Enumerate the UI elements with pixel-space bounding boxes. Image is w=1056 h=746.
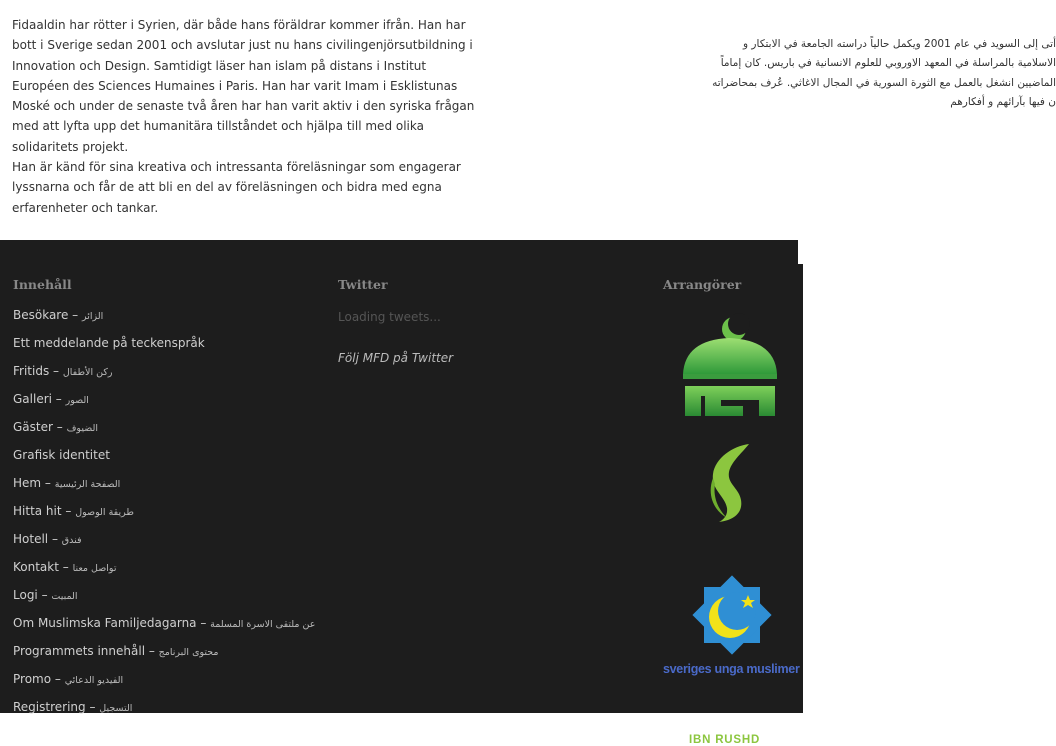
- menu-item-arabic: محتوى البرنامج: [158, 647, 219, 658]
- menu-item-separator: –: [145, 644, 159, 658]
- menu-item-label: Fritids: [13, 364, 50, 378]
- menu-item-label: Om Muslimska Familjedagarna: [13, 616, 197, 630]
- menu-item-label: Grafisk identitet: [13, 448, 110, 462]
- menu-item-separator: –: [58, 560, 73, 574]
- menu-item-separator: –: [85, 700, 100, 714]
- content-menu-item[interactable]: [13, 503, 315, 531]
- menu-item-arabic: الفيديو الدعائي: [64, 675, 124, 686]
- content-menu-item[interactable]: [13, 363, 315, 391]
- content-menu-item[interactable]: [13, 391, 315, 419]
- scroll-edge-marker: [798, 236, 803, 264]
- menu-item-label: Promo: [13, 672, 52, 686]
- content-menu-item[interactable]: [13, 587, 315, 615]
- content-menu-item[interactable]: [13, 335, 315, 363]
- content-menu-item[interactable]: [13, 475, 315, 503]
- menu-item-arabic: المبيت: [51, 591, 78, 602]
- menu-item-separator: –: [37, 588, 52, 602]
- sveriges-unga-muslimer-logo[interactable]: [663, 240, 803, 713]
- menu-item-label: Kontakt: [13, 560, 59, 574]
- bio-arabic-line: أتى إلى السويد في عام 2001 ويكمل حالياً دراسته الجامعة في الابتكار و: [743, 38, 1056, 50]
- menu-item-separator: –: [48, 532, 62, 546]
- bio-paragraph: Fidaaldin har rötter i Syrien, där både hans föräldrar kommer ifrån. Han har bott i Sverige sedan 2001 och avslutar just nu hans civilingenjörsutbildning i Innovation och Design. Samtidigt läser han islam på distans i Institut Européen des Sciences Humaines i Paris. Han har varit Imam i Esklistunas Moské och under de senaste två åren har han varit aktiv i den syriska frågan med att lyfta upp det humanitära tillståndet och hjälpa till med olika solidaritets projekt.: [12, 18, 475, 154]
- bio-paragraph: Han är känd för sina kreativa och intressanta föreläsningar som engagerar lyssnarna och får de att bli en del av föreläsningen och bidra med egna erfarenheter och tankar.: [12, 160, 461, 215]
- sveriges-unga-muslimer-text: sveriges unga muslimer: [663, 662, 800, 676]
- bio-arabic: [496, 35, 1056, 113]
- content-menu-item[interactable]: [13, 559, 315, 587]
- menu-item-label: Besökare: [13, 308, 69, 322]
- content-menu-item[interactable]: [13, 699, 315, 727]
- twitter-heading: Twitter: [338, 277, 388, 292]
- menu-item-arabic: الصفحة الرئيسية: [54, 479, 121, 490]
- content-heading: Innehåll: [13, 277, 72, 292]
- menu-item-separator: –: [51, 392, 66, 406]
- bio-swedish: [12, 15, 482, 218]
- bio-arabic-line: ن فيها بآرائهم و أفكارهم: [950, 96, 1056, 109]
- menu-item-separator: –: [52, 420, 67, 434]
- menu-item-label: Registrering: [13, 700, 86, 714]
- menu-item-label: Hotell: [13, 532, 49, 546]
- article-section: [0, 0, 1056, 240]
- content-menu-item[interactable]: [13, 615, 315, 643]
- ibn-rushd-text: IBN RUSHD: [689, 734, 761, 746]
- content-menu: [13, 307, 315, 727]
- organizers-heading: Arrangörer: [663, 277, 742, 292]
- menu-item-separator: –: [51, 672, 65, 686]
- bio-arabic-line: الاسلامية بالمراسلة في المعهد الاوروبي للعلوم الانسانية في باريس. كان إماماً: [720, 57, 1056, 70]
- menu-item-label: Gäster: [13, 420, 53, 434]
- menu-item-label: Programmets innehåll: [13, 644, 146, 658]
- content-menu-item[interactable]: [13, 671, 315, 699]
- content-menu-item[interactable]: [13, 307, 315, 335]
- content-menu-item[interactable]: [13, 643, 315, 671]
- star-crescent-icon: [690, 573, 774, 657]
- menu-item-arabic: التسجيل: [99, 703, 133, 714]
- content-menu-item[interactable]: [13, 531, 315, 559]
- menu-item-separator: –: [49, 364, 63, 378]
- menu-item-separator: –: [196, 616, 211, 630]
- bio-arabic-line: الماضيين انشغل بالعمل مع الثورة السورية في المجال الاغاثي. عُرف بمحاضراته: [712, 76, 1056, 89]
- menu-item-label: Hem: [13, 476, 42, 490]
- footer-organizers-column: [663, 240, 803, 746]
- menu-item-arabic: فندق: [61, 535, 82, 546]
- content-menu-item[interactable]: [13, 447, 315, 475]
- menu-item-arabic: الصور: [65, 395, 89, 406]
- menu-item-separator: –: [61, 504, 76, 518]
- site-footer: [0, 240, 803, 746]
- menu-item-arabic: ركن الأطفال: [62, 367, 113, 378]
- menu-item-arabic: عن ملتقى الاسرة المسلمة: [210, 619, 316, 630]
- follow-twitter-link[interactable]: Följ MFD på Twitter: [338, 351, 454, 365]
- menu-item-arabic: طريقة الوصول: [75, 507, 134, 518]
- menu-item-separator: –: [68, 308, 82, 322]
- menu-item-arabic: تواصل معنا: [72, 563, 117, 574]
- menu-item-label: Ett meddelande på teckenspråk: [13, 336, 205, 350]
- menu-item-label: Logi: [13, 588, 38, 602]
- menu-item-label: Galleri: [13, 392, 52, 406]
- menu-item-arabic: الزائر: [82, 311, 104, 322]
- menu-item-arabic: الضيوف: [66, 423, 98, 434]
- menu-item-separator: –: [41, 476, 55, 490]
- loading-tweets-text: Loading tweets...: [338, 310, 441, 324]
- menu-item-label: Hitta hit: [13, 504, 62, 518]
- content-menu-item[interactable]: [13, 419, 315, 447]
